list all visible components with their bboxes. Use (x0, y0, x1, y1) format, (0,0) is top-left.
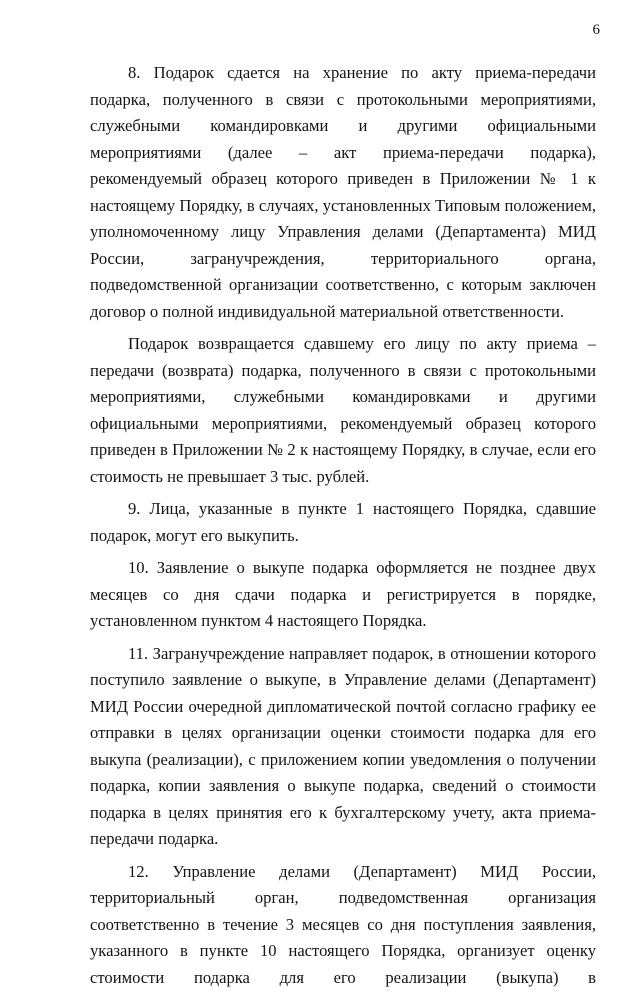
paragraph-gift-return: Подарок возвращается сдавшему его лицу по акту приема – передачи (возврата) подарка, полученного в связи с протокольными мероприятиями, служебными командировками и другими официальными мероприятиями, рекомендуемый образец которого приведен в Приложении № 2 к настоящему Порядку, в случае, если его стоимость не превышает 3 тыс. рублей. (90, 334, 596, 486)
paragraph-9: 9. Лица, указанные в пункте 1 настоящего Порядка, сдавшие подарок, могут его выкупить. (90, 499, 596, 545)
document-body (90, 60, 596, 997)
paragraph-10: 10. Заявление о выкупе подарка оформляется не позднее двух месяцев со дня сдачи подарка и регистрируется в порядке, установленном пунктом 4 настоящего Порядка. (90, 558, 596, 630)
paragraph-12: 12. Управление делами (Департамент) МИД России, территориальный орган, подведомственная организация соответственно в течение 3 месяцев со дня поступления заявления, указанного в пункте 10 настоящего Порядка, организует оценку стоимости подарка для его реализации (выкупа) в (90, 861, 596, 987)
paragraph-11: 11. Загранучреждение направляет подарок, в отношении которого поступило заявление о выкупе, в Управление делами (Департамент) МИД России очередной дипломатической почтой согласно графику ее отправки в целях организации оценки стоимости подарка для его выкупа (реализации), с приложением копии уведомления о получении подарка, копии заявления о выкупе подарка, сведений о стоимости подарка в целях принятия его к бухгалтерскому учету, акта приема-передачи подарка. (90, 643, 596, 848)
paragraph-8: 8. Подарок сдается на хранение по акту приема-передачи подарка, полученного в связи с протокольными мероприятиями, служебными командировками и другими официальными мероприятиями (далее – акт приема-передачи подарка), рекомендуемый образец которого приведен в Приложении № 1 к настоящему Порядку, в случаях, установленных Типовым положением, уполномоченному лицу Управления делами (Департамента) МИД России, загранучреждения, территориального органа, подведомственной организации соответственно, с которым заключен договор о полной индивидуальной материальной ответственности. (90, 63, 596, 321)
page-number: 6 (592, 22, 600, 38)
